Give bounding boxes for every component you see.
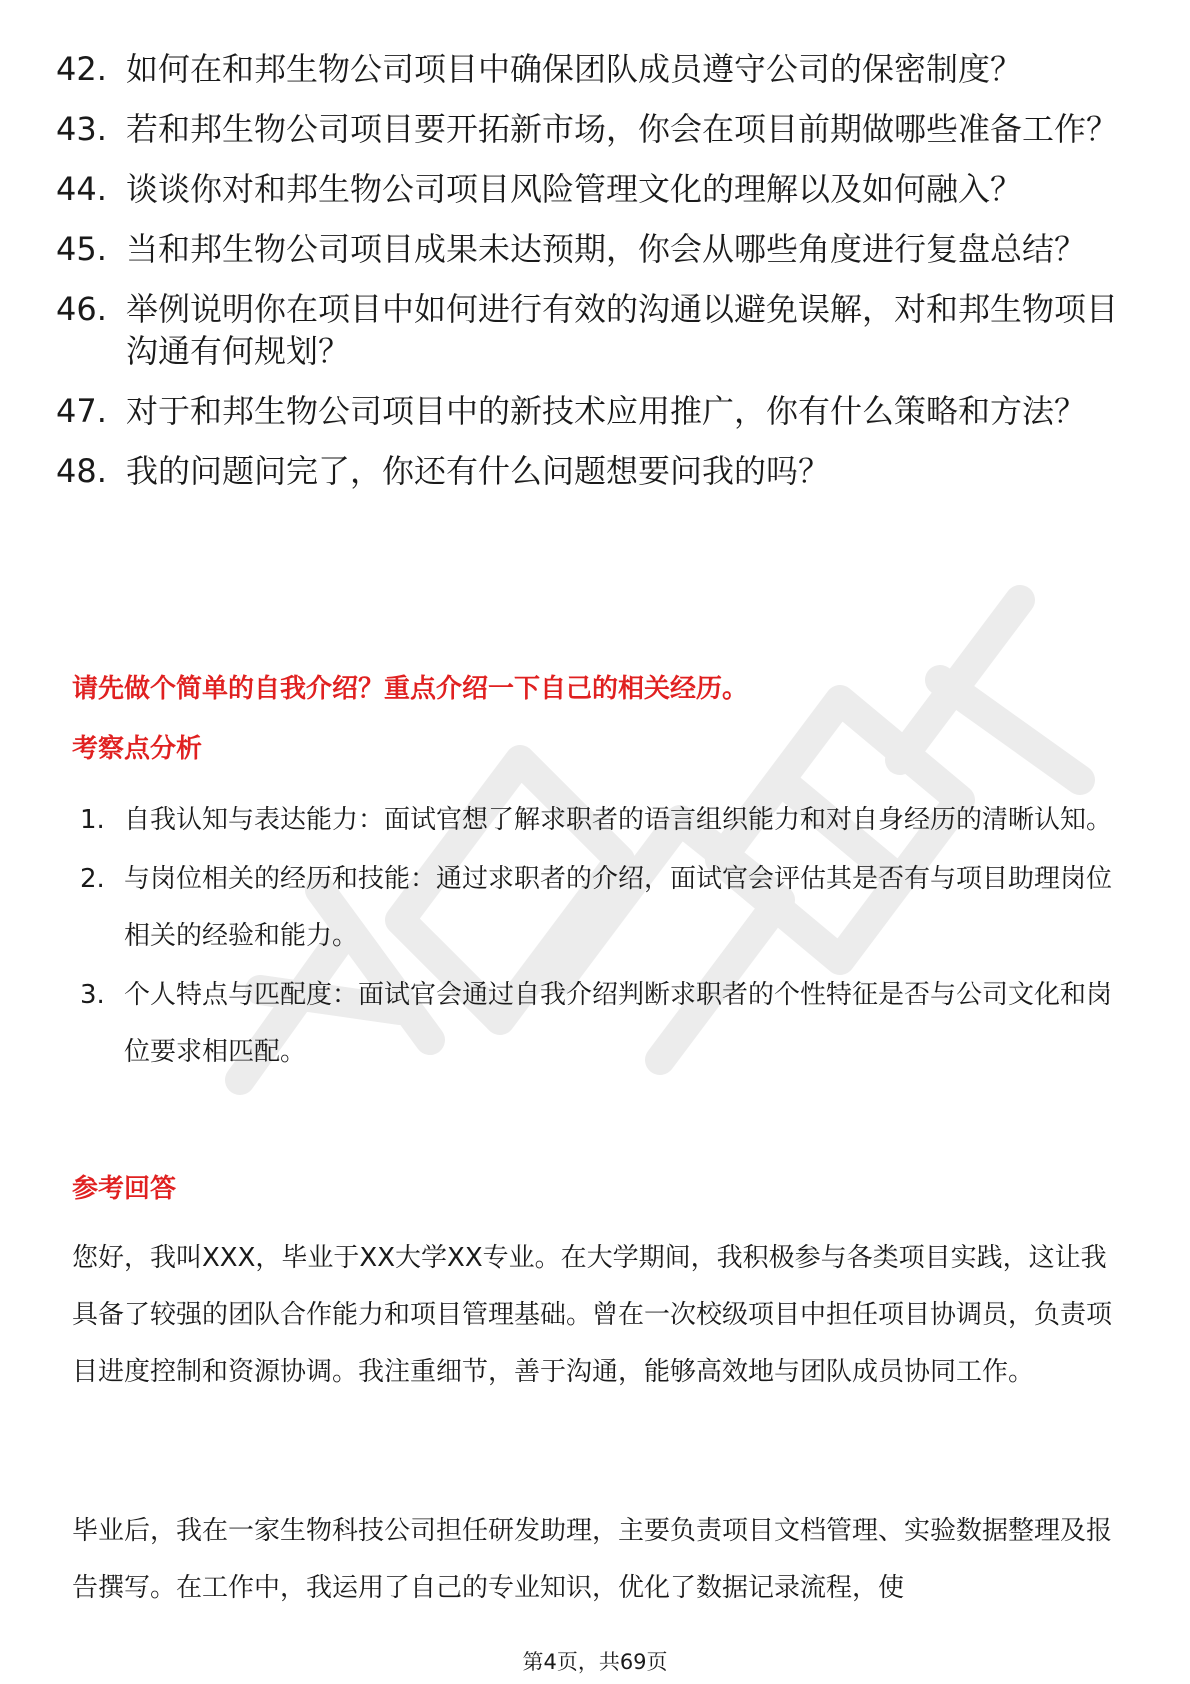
question-list: [56, 48, 1136, 510]
question-item: [56, 48, 1136, 90]
analysis-point: [80, 792, 1120, 849]
question-item: [56, 228, 1136, 270]
analysis-number: 1.: [80, 805, 105, 835]
analysis-number: 3.: [80, 980, 105, 1010]
question-text: 对于和邦生物公司项目中的新技术应用推广，你有什么策略和方法？: [126, 392, 1087, 430]
question-item: [56, 390, 1136, 432]
question-item: [56, 108, 1136, 150]
question-item: [56, 450, 1136, 492]
question-number: 43.: [56, 110, 107, 148]
analysis-point: [80, 967, 1120, 1081]
interview-question-heading: 请先做个简单的自我介绍？重点介绍一下自己的相关经历。: [72, 674, 749, 704]
question-text: 举例说明你在项目中如何进行有效的沟通以避免误解，对和邦生物项目沟通有何规划？: [126, 290, 1119, 370]
analysis-heading: 考察点分析: [72, 734, 203, 764]
question-number: 46.: [56, 290, 107, 328]
answer-paragraph: 您好，我叫XXX，毕业于XX大学XX专业。在大学期间，我积极参与各类项目实践，这让我具备了较强的团队合作能力和项目管理基础。曾在一次校级项目中担任项目协调员，负责项目进度控制和资源协调。我注重细节，善于沟通，能够高效地与团队成员协同工作。: [72, 1243, 1113, 1387]
analysis-text: 自我认知与表达能力：面试官想了解求职者的语言组织能力和对自身经历的清晰认知。: [124, 805, 1113, 835]
analysis-text: 个人特点与匹配度：面试官会通过自我介绍判断求职者的个性特征是否与公司文化和岗位要求相匹配。: [124, 980, 1113, 1067]
page-footer: 第4页，共69页: [522, 1650, 668, 1674]
analysis-text: 与岗位相关的经历和技能：通过求职者的介绍，面试官会评估其是否有与项目助理岗位相关的经验和能力。: [124, 864, 1113, 951]
analysis-point: [80, 851, 1120, 965]
question-text: 如何在和邦生物公司项目中确保团队成员遵守公司的保密制度？: [126, 50, 1023, 88]
question-number: 48.: [56, 452, 107, 490]
question-number: 45.: [56, 230, 107, 268]
question-text: 我的问题问完了，你还有什么问题想要问我的吗？: [126, 452, 831, 490]
answer-heading: 参考回答: [72, 1174, 177, 1204]
question-text: 若和邦生物公司项目要开拓新市场，你会在项目前期做哪些准备工作？: [126, 110, 1119, 148]
question-item: [56, 168, 1136, 210]
analysis-list: [80, 792, 1120, 1083]
question-number: 47.: [56, 392, 107, 430]
question-number: 42.: [56, 50, 107, 88]
question-text: 当和邦生物公司项目成果未达预期，你会从哪些角度进行复盘总结？: [126, 230, 1087, 268]
question-number: 44.: [56, 170, 107, 208]
question-item: [56, 288, 1136, 372]
question-text: 谈谈你对和邦生物公司项目风险管理文化的理解以及如何融入？: [126, 170, 1023, 208]
answer-paragraph: 毕业后，我在一家生物科技公司担任研发助理，主要负责项目文档管理、实验数据整理及报告撰写。在工作中，我运用了自己的专业知识，优化了数据记录流程，使: [72, 1516, 1113, 1603]
analysis-number: 2.: [80, 864, 105, 894]
